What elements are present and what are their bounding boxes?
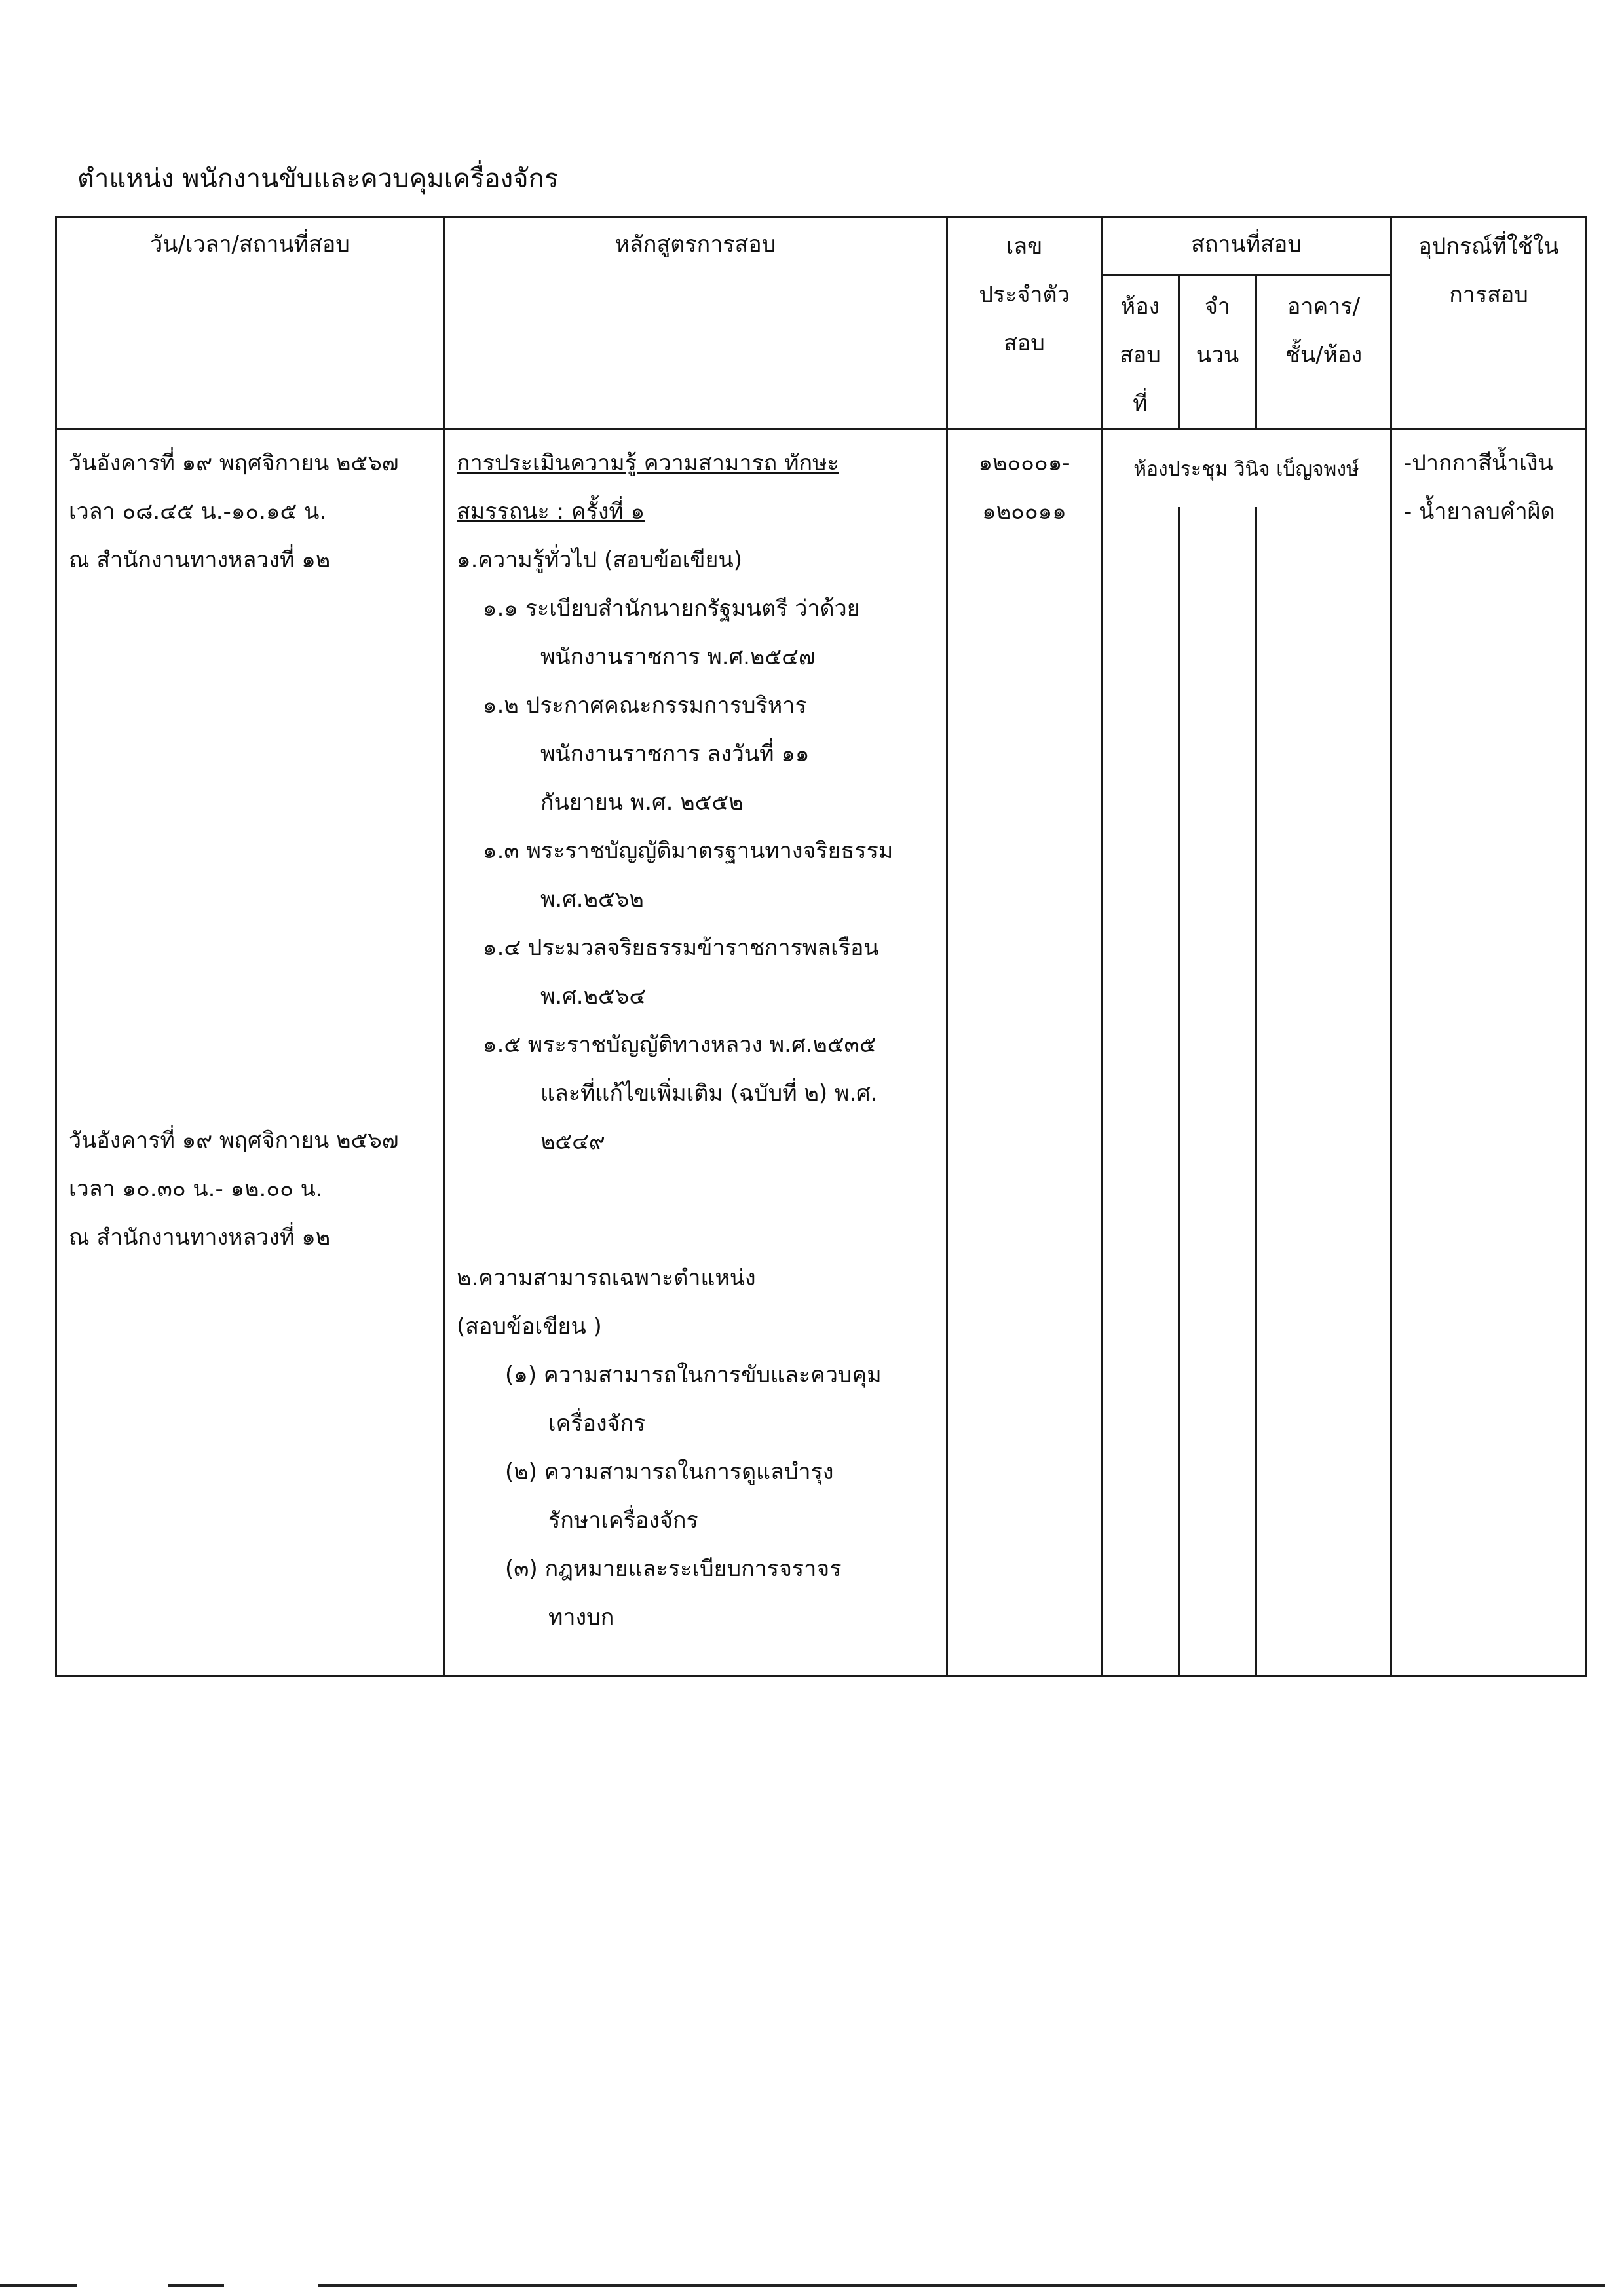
venue-divider: [1255, 507, 1257, 1675]
venue-cell: [1102, 429, 1391, 1676]
part-2-item-cont: เครื่องจักร: [548, 1410, 646, 1437]
session-1-time: เวลา ๐๘.๔๕ น.-๑๐.๑๕ น.: [69, 499, 327, 525]
session-2: [69, 1116, 431, 1262]
part-1-item: ๑.๓ พระราชบัญญัติมาตรฐานทางจริยธรรม: [483, 838, 894, 864]
part-1-item-cont: กันยายน พ.ศ. ๒๕๕๒: [540, 789, 744, 816]
session-2-date: วันอังคารที่ ๑๙ พฤศจิกายน ๒๕๖๗: [69, 1127, 399, 1154]
part-1-item-cont: พนักงานราชการ พ.ศ.๒๕๔๗: [540, 644, 816, 670]
session-2-time: เวลา ๑๐.๓๐ น.- ๑๒.๐๐ น.: [69, 1176, 323, 1202]
scan-edge-mark: [168, 2284, 224, 2287]
header-curriculum: หลักสูตรการสอบ: [444, 217, 947, 429]
part-1-item-cont: และที่แก้ไขเพิ่มเติม (ฉบับที่ ๒) พ.ศ.: [540, 1080, 878, 1106]
venue-divider: [1178, 507, 1180, 1675]
session-2-place: ณ สำนักงานทางหลวงที่ ๑๒: [69, 1224, 331, 1251]
exam-id-cell: [947, 429, 1102, 1676]
session-1-place: ณ สำนักงานทางหลวงที่ ๑๒: [69, 547, 331, 573]
part-2-item: (๒) ความสามารถในการดูแลบำรุง: [505, 1459, 834, 1485]
header-count: จำ นวน: [1179, 275, 1256, 429]
header-equipment: อุปกรณ์ที่ใช้ใน การสอบ: [1391, 217, 1587, 429]
header-exam-id: เลข ประจำตัว สอบ: [947, 217, 1102, 429]
part-2-item-cont: ทางบก: [548, 1604, 614, 1630]
scan-edge-mark: [318, 2284, 1605, 2287]
position-title: ตำแหน่ง พนักงานขับและควบคุมเครื่องจักร: [77, 164, 559, 194]
header-building: อาคาร/ ชั้น/ห้อง: [1256, 275, 1391, 429]
equipment-cell: [1391, 429, 1587, 1676]
part-2-subtitle: (สอบข้อเขียน ): [457, 1313, 602, 1340]
session-1-date: วันอังคารที่ ๑๙ พฤศจิกายน ๒๕๖๗: [69, 450, 399, 476]
header-datetime-place: วัน/เวลา/สถานที่สอบ: [56, 217, 444, 429]
part-2-item-cont: รักษาเครื่องจักร: [548, 1507, 698, 1534]
curriculum-cell: [444, 429, 947, 1676]
assessment-title-line-2: สมรรถนะ : ครั้งที่ ๑: [457, 499, 645, 525]
header-room-no: ห้อง สอบ ที่: [1102, 275, 1179, 429]
part-1-item: ๑.๒ ประกาศคณะกรรมการบริหาร: [483, 692, 807, 719]
part-1-item: ๑.๔ ประมวลจริยธรรมข้าราชการพลเรือน: [483, 935, 879, 961]
part-2-item: (๓) กฎหมายและระเบียบการจราจร: [505, 1556, 842, 1582]
equipment-item: -ปากกาสีน้ำเงิน: [1404, 450, 1553, 476]
part-2-title: ๒.ความสามารถเฉพาะตำแหน่ง: [457, 1265, 756, 1291]
equipment-item: - น้ำยาลบคำผิด: [1404, 499, 1555, 525]
exam-id-end: ๑๒๐๐๑๑: [982, 499, 1067, 525]
datetime-place-cell: [56, 429, 444, 1676]
room-name: ห้องประชุม วินิจ เบ็ญจพงษ์: [1133, 458, 1359, 481]
part-1-item-cont: พ.ศ.๒๕๖๔: [540, 983, 647, 1009]
part-2-item: (๑) ความสามารถในการขับและควบคุม: [505, 1362, 882, 1388]
part-1-item-cont: พนักงานราชการ ลงวันที่ ๑๑: [540, 741, 810, 767]
part-1-item: ๑.๑ ระเบียบสำนักนายกรัฐมนตรี ว่าด้วย: [483, 595, 860, 622]
part-1-item-cont: พ.ศ.๒๕๖๒: [540, 886, 644, 913]
part-1-item-cont: ๒๕๔๙: [540, 1129, 605, 1155]
session-1: [69, 439, 431, 584]
part-1-title: ๑.ความรู้ทั่วไป (สอบข้อเขียน): [457, 547, 742, 573]
exam-schedule-table: [55, 216, 1587, 1677]
scan-edge-mark: [0, 2284, 77, 2287]
exam-id-start: ๑๒๐๐๐๑-: [978, 450, 1070, 476]
part-1-item: ๑.๕ พระราชบัญญัติทางหลวง พ.ศ.๒๕๓๕: [483, 1032, 877, 1058]
header-venue: สถานที่สอบ: [1102, 217, 1391, 275]
assessment-title: การประเมินความรู้ ความสามารถ ทักษะ: [457, 450, 839, 476]
